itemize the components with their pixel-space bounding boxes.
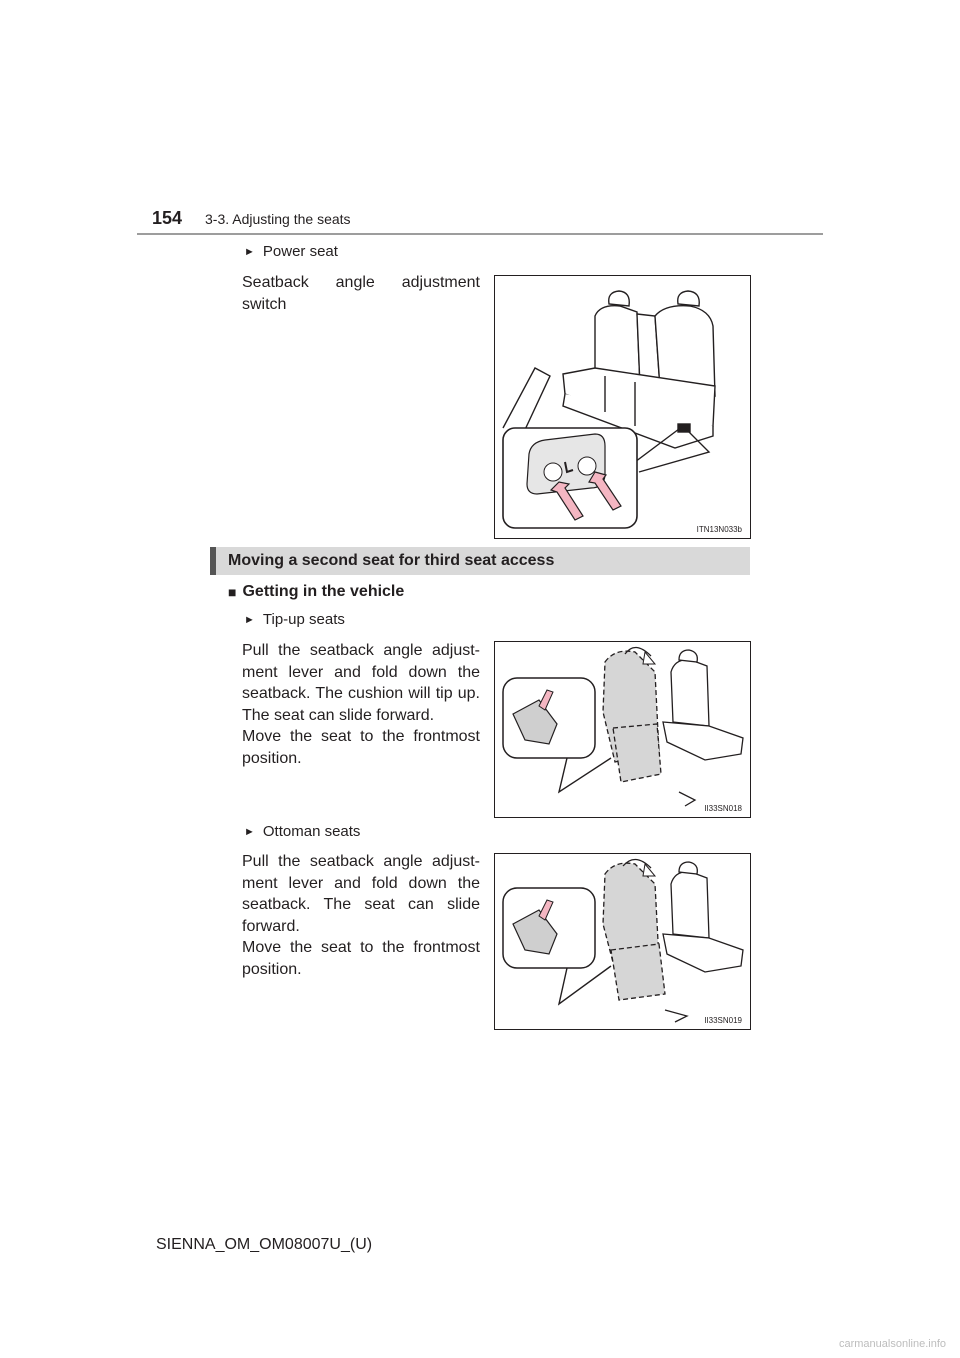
ottoman-text-1: Pull the seatback angle adjust-ment lever and fold down the seatback. The seat can slide forward.	[242, 853, 480, 935]
ottoman-seats-text	[242, 851, 480, 980]
ottoman-seats-bullet	[244, 823, 360, 840]
ottoman-seats-label: Ottoman seats	[262, 823, 361, 840]
section-reference: 3-3. Adjusting the seats	[205, 211, 351, 227]
ottoman-seat-illustration	[495, 854, 750, 1029]
square-icon: ■	[228, 584, 237, 600]
right-triangle-icon: ►	[244, 613, 255, 626]
header-divider	[137, 233, 823, 235]
ottoman-text-2: Move the seat to the frontmost position.	[242, 939, 480, 978]
ottoman-seats-figure	[494, 853, 751, 1030]
subsection-heading	[228, 583, 404, 601]
power-seat-bullet	[244, 243, 338, 260]
rear-bench-seat-illustration	[495, 276, 750, 538]
section-title: Moving a second seat for third seat access	[228, 552, 555, 569]
right-triangle-icon: ►	[244, 245, 255, 258]
tipup-seats-label: Tip-up seats	[262, 611, 345, 628]
subsection-heading-text: Getting in the vehicle	[242, 583, 405, 600]
tipup-text-2: Move the seat to the frontmost position.	[242, 728, 480, 767]
right-triangle-icon: ►	[244, 825, 255, 838]
tipup-seats-figure	[494, 641, 751, 818]
tipup-seats-text	[242, 640, 480, 769]
watermark: carmanualsonline.info	[838, 1338, 946, 1350]
document-footer: SIENNA_OM_OM08007U_(U)	[156, 1236, 373, 1253]
tipup-seat-illustration	[495, 642, 750, 817]
figure-code: II33SN019	[704, 1016, 742, 1025]
power-seat-label: Power seat	[262, 243, 338, 260]
figure-code: II33SN018	[704, 804, 742, 813]
power-seat-text: Seatback angle adjustment switch	[242, 274, 480, 313]
page-number: 154	[152, 208, 183, 228]
section-title-bar	[210, 547, 750, 575]
power-seat-figure	[494, 275, 751, 539]
figure-code: ITN13N033b	[696, 525, 742, 534]
tipup-seats-bullet	[244, 611, 345, 628]
tipup-text-1: Pull the seatback angle adjust-ment lever and fold down the seatback. The cushion will tip up. The seat can slide forward.	[242, 642, 480, 724]
